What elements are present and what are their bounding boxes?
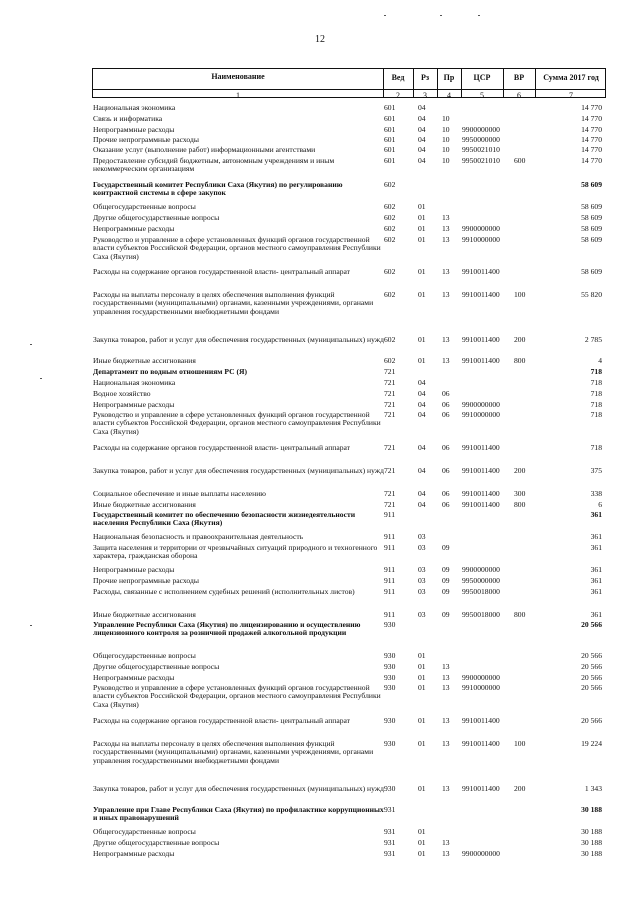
cell-pr: 13: [442, 335, 450, 344]
cell-rz: 03: [418, 543, 426, 552]
cell-ved: 601: [384, 114, 396, 123]
cell-csr: 9900000000: [462, 125, 500, 134]
cell-rz: 04: [418, 135, 426, 144]
cell-rz: 01: [418, 683, 426, 692]
cell-rz: 01: [418, 267, 426, 276]
cell-csr: 9910011400: [462, 290, 500, 299]
cell-rz: 01: [418, 356, 426, 365]
cell-pr: 13: [442, 290, 450, 299]
cell-vr: 200: [514, 784, 526, 793]
cell-name: Непрограммные расходы: [93, 125, 175, 134]
cell-sum: 361: [590, 510, 602, 519]
cell-rz: 04: [418, 125, 426, 134]
cell-name: Закупка товаров, работ и услуг для обеспечения государственных (муниципальных) нужд: [93, 784, 384, 793]
cell-name: Государственный комитет Республики Саха (Якутия) по регулированию контрактной системы в сфере закупок: [93, 180, 343, 198]
cell-sum: 30 188: [581, 827, 602, 836]
cell-rz: 01: [418, 849, 426, 858]
cell-csr: 9910011400: [462, 466, 500, 475]
cell-pr: 09: [442, 576, 450, 585]
cell-ved: 911: [384, 576, 396, 585]
cell-sum: 20 566: [581, 683, 602, 692]
cell-pr: 06: [442, 443, 450, 452]
cell-rz: 04: [418, 500, 426, 509]
cell-ved: 602: [384, 213, 396, 222]
cell-pr: 13: [442, 784, 450, 793]
cell-name: Общегосударственные вопросы: [93, 827, 196, 836]
cell-name: Непрограммные расходы: [93, 849, 175, 858]
cell-pr: 06: [442, 389, 450, 398]
cell-rz: 04: [418, 410, 426, 419]
cell-rz: 03: [418, 576, 426, 585]
cell-name: Непрограммные расходы: [93, 673, 175, 682]
cell-name: Предоставление субсидий бюджетным, автономным учреждениям и иным некоммерческим организациям: [93, 156, 335, 174]
cell-ved: 930: [384, 662, 396, 671]
cell-ved: 721: [384, 500, 396, 509]
cell-sum: 58 609: [581, 224, 602, 233]
cell-rz: 01: [418, 739, 426, 748]
cell-ved: 601: [384, 135, 396, 144]
cell-rz: 04: [418, 389, 426, 398]
cell-name: Иные бюджетные ассигнования: [93, 610, 196, 619]
cell-csr: 9910011400: [462, 716, 500, 725]
cell-sum: 20 566: [581, 716, 602, 725]
column-header-csr: ЦСР: [473, 73, 491, 82]
cell-name: Водное хозяйство: [93, 389, 151, 398]
cell-name: Национальная экономика: [93, 378, 176, 387]
cell-ved: 930: [384, 620, 396, 629]
cell-rz: 01: [418, 213, 426, 222]
cell-csr: 9900000000: [462, 849, 500, 858]
cell-name: Расходы на содержание органов государственной власти- центральный аппарат: [93, 716, 350, 725]
cell-csr: 9910011400: [462, 335, 500, 344]
cell-rz: 01: [418, 235, 426, 244]
cell-vr: 100: [514, 739, 526, 748]
cell-sum: 361: [590, 610, 602, 619]
cell-pr: 10: [442, 156, 450, 165]
cell-sum: 58 609: [581, 180, 602, 189]
cell-csr: 9910011400: [462, 739, 500, 748]
column-number: 6: [517, 91, 521, 100]
cell-pr: 06: [442, 489, 450, 498]
cell-csr: 9950000000: [462, 576, 500, 585]
cell-pr: 13: [442, 739, 450, 748]
cell-sum: 361: [590, 532, 602, 541]
cell-csr: 9910000000: [462, 410, 500, 419]
cell-sum: 58 609: [581, 267, 602, 276]
cell-csr: 9900000000: [462, 224, 500, 233]
cell-csr: 9910011400: [462, 489, 500, 498]
cell-vr: 200: [514, 335, 526, 344]
cell-pr: 13: [442, 235, 450, 244]
cell-sum: 375: [590, 466, 602, 475]
cell-name: Расходы, связанные с исполнением судебных решений (исполнительных листов): [93, 587, 355, 596]
cell-ved: 930: [384, 651, 396, 660]
cell-rz: 04: [418, 443, 426, 452]
cell-pr: 13: [442, 673, 450, 682]
cell-name: Расходы на содержание органов государственной власти- центральный аппарат: [93, 443, 350, 452]
cell-ved: 602: [384, 356, 396, 365]
cell-sum: 718: [590, 367, 602, 376]
cell-sum: 20 566: [581, 651, 602, 660]
cell-rz: 04: [418, 466, 426, 475]
cell-ved: 602: [384, 267, 396, 276]
cell-sum: 14 770: [581, 114, 602, 123]
cell-ved: 930: [384, 683, 396, 692]
cell-sum: 58 609: [581, 235, 602, 244]
cell-csr: 9950021010: [462, 156, 500, 165]
cell-rz: 01: [418, 838, 426, 847]
cell-name: Расходы на содержание органов государственной власти- центральный аппарат: [93, 267, 350, 276]
cell-name: Оказание услуг (выполнение работ) информационными агентствами: [93, 145, 316, 154]
cell-rz: 01: [418, 202, 426, 211]
cell-ved: 601: [384, 156, 396, 165]
cell-csr: 9950018000: [462, 587, 500, 596]
cell-ved: 931: [384, 827, 396, 836]
cell-rz: 03: [418, 587, 426, 596]
cell-ved: 601: [384, 103, 396, 112]
cell-name: Расходы на выплаты персоналу в целях обеспечения выполнения функций государственными (муниципальными) органами, казенными учреждениями, органами управления государственными внебюджетными фондами: [93, 739, 374, 765]
cell-sum: 55 820: [581, 290, 602, 299]
cell-rz: 04: [418, 114, 426, 123]
cell-sum: 338: [590, 489, 602, 498]
cell-vr: 300: [514, 489, 526, 498]
cell-pr: 06: [442, 500, 450, 509]
cell-csr: 9910011400: [462, 500, 500, 509]
cell-sum: 14 770: [581, 135, 602, 144]
cell-ved: 721: [384, 378, 396, 387]
cell-csr: 9910011400: [462, 784, 500, 793]
cell-rz: 01: [418, 784, 426, 793]
cell-sum: 6: [598, 500, 602, 509]
cell-vr: 100: [514, 290, 526, 299]
cell-ved: 911: [384, 543, 396, 552]
cell-name: Другие общегосударственные вопросы: [93, 838, 220, 847]
cell-sum: 361: [590, 543, 602, 552]
cell-sum: 30 188: [581, 849, 602, 858]
cell-name: Расходы на выплаты персоналу в целях обеспечения выполнения функций государственными (муниципальными) органами, казенными учреждениями, органами управления государственными внебюджетными фондами: [93, 290, 374, 316]
cell-name: Непрограммные расходы: [93, 565, 175, 574]
cell-ved: 721: [384, 367, 396, 376]
cell-vr: 200: [514, 466, 526, 475]
cell-name: Защита населения и территории от чрезвычайных ситуаций природного и техногенного характера, гражданская оборона: [93, 543, 378, 561]
cell-pr: 09: [442, 565, 450, 574]
cell-name: Другие общегосударственные вопросы: [93, 213, 220, 222]
cell-sum: 718: [590, 400, 602, 409]
cell-rz: 01: [418, 673, 426, 682]
cell-pr: 06: [442, 410, 450, 419]
cell-ved: 721: [384, 410, 396, 419]
cell-pr: 09: [442, 587, 450, 596]
cell-sum: 58 609: [581, 202, 602, 211]
cell-pr: 13: [442, 662, 450, 671]
cell-sum: 20 566: [581, 662, 602, 671]
cell-ved: 601: [384, 125, 396, 134]
cell-name: Иные бюджетные ассигнования: [93, 500, 196, 509]
cell-sum: 14 770: [581, 125, 602, 134]
column-number: 1: [236, 91, 240, 100]
column-number: 7: [569, 91, 573, 100]
cell-csr: 9900000000: [462, 400, 500, 409]
cell-sum: 361: [590, 565, 602, 574]
cell-rz: 01: [418, 290, 426, 299]
cell-sum: 2 785: [584, 335, 602, 344]
cell-ved: 930: [384, 716, 396, 725]
cell-ved: 911: [384, 610, 396, 619]
cell-name: Прочие непрограммные расходы: [93, 135, 199, 144]
cell-name: Управление при Главе Республики Саха (Якутия) по профилактике коррупционных и иных правонарушений: [93, 805, 384, 823]
cell-name: Непрограммные расходы: [93, 400, 175, 409]
cell-ved: 930: [384, 784, 396, 793]
cell-rz: 04: [418, 489, 426, 498]
cell-name: Управление Республики Саха (Якутия) по лицензированию и осуществлению лицензионного контроля за розничной продажей алкогольной продукции: [93, 620, 361, 638]
column-header-sum: Сумма 2017 год: [543, 73, 599, 82]
cell-csr: 9950021010: [462, 145, 500, 154]
cell-csr: 9910000000: [462, 683, 500, 692]
cell-name: Иные бюджетные ассигнования: [93, 356, 196, 365]
cell-ved: 602: [384, 180, 396, 189]
column-header-rz: Рз: [420, 73, 430, 82]
cell-rz: 01: [418, 335, 426, 344]
cell-name: Государственный комитет по обеспечению безопасности жизнедеятельности населения Республики Саха (Якутия): [93, 510, 356, 528]
cell-csr: 9950018000: [462, 610, 500, 619]
cell-rz: 04: [418, 400, 426, 409]
cell-ved: 602: [384, 290, 396, 299]
cell-ved: 930: [384, 739, 396, 748]
cell-sum: 361: [590, 576, 602, 585]
cell-pr: 13: [442, 683, 450, 692]
cell-rz: 04: [418, 378, 426, 387]
cell-rz: 01: [418, 224, 426, 233]
cell-vr: 600: [514, 156, 526, 165]
cell-name: Общегосударственные вопросы: [93, 651, 196, 660]
cell-ved: 602: [384, 235, 396, 244]
column-number: 4: [447, 91, 451, 100]
cell-name: Связь и информатика: [93, 114, 163, 123]
cell-pr: 13: [442, 213, 450, 222]
cell-pr: 13: [442, 838, 450, 847]
cell-rz: 01: [418, 716, 426, 725]
cell-pr: 13: [442, 716, 450, 725]
cell-vr: 800: [514, 610, 526, 619]
cell-pr: 09: [442, 610, 450, 619]
cell-sum: 30 188: [581, 805, 602, 814]
cell-pr: 06: [442, 466, 450, 475]
cell-sum: 19 224: [581, 739, 602, 748]
cell-rz: 03: [418, 610, 426, 619]
column-number: 3: [423, 91, 427, 100]
page-number: 12: [315, 34, 325, 45]
cell-rz: 01: [418, 662, 426, 671]
cell-rz: 04: [418, 145, 426, 154]
cell-ved: 931: [384, 805, 396, 814]
cell-ved: 911: [384, 510, 396, 519]
cell-csr: 9910011400: [462, 267, 500, 276]
cell-ved: 601: [384, 145, 396, 154]
cell-name: Социальное обеспечение и иные выплаты населению: [93, 489, 266, 498]
cell-name: Общегосударственные вопросы: [93, 202, 196, 211]
cell-pr: 13: [442, 356, 450, 365]
cell-sum: 718: [590, 389, 602, 398]
cell-name: Руководство и управление в сфере установленных функций органов государственной власти субъектов Российской Федерации, органов местного самоуправления Республики Саха (Якутия): [93, 683, 381, 709]
cell-name: Руководство и управление в сфере установленных функций органов государственной власти субъектов Российской Федерации, органов местного самоуправления Республики Саха (Якутия): [93, 235, 381, 261]
cell-pr: 10: [442, 125, 450, 134]
cell-ved: 602: [384, 335, 396, 344]
cell-rz: 04: [418, 103, 426, 112]
cell-pr: 10: [442, 135, 450, 144]
cell-ved: 602: [384, 224, 396, 233]
column-header-name: Наименование: [211, 72, 265, 81]
cell-sum: 718: [590, 410, 602, 419]
cell-pr: 06: [442, 400, 450, 409]
cell-sum: 20 566: [581, 673, 602, 682]
cell-ved: 911: [384, 587, 396, 596]
cell-name: Руководство и управление в сфере установленных функций органов государственной власти субъектов Российской Федерации, органов местного самоуправления Республики Саха (Якутия): [93, 410, 381, 436]
cell-vr: 800: [514, 500, 526, 509]
cell-rz: 01: [418, 827, 426, 836]
cell-name: Непрограммные расходы: [93, 224, 175, 233]
cell-name: Другие общегосударственные вопросы: [93, 662, 220, 671]
cell-ved: 721: [384, 489, 396, 498]
cell-pr: 10: [442, 114, 450, 123]
cell-ved: 721: [384, 389, 396, 398]
cell-csr: 9910011400: [462, 443, 500, 452]
cell-csr: 9900000000: [462, 673, 500, 682]
cell-sum: 14 770: [581, 145, 602, 154]
cell-ved: 931: [384, 838, 396, 847]
cell-sum: 58 609: [581, 213, 602, 222]
cell-ved: 931: [384, 849, 396, 858]
cell-ved: 721: [384, 400, 396, 409]
cell-rz: 04: [418, 156, 426, 165]
cell-ved: 721: [384, 443, 396, 452]
column-number: 5: [480, 91, 484, 100]
cell-ved: 721: [384, 466, 396, 475]
column-number: 2: [396, 91, 400, 100]
cell-ved: 602: [384, 202, 396, 211]
cell-vr: 800: [514, 356, 526, 365]
cell-name: Прочие непрограммные расходы: [93, 576, 199, 585]
column-header-pr: Пр: [443, 73, 455, 82]
cell-csr: 9900000000: [462, 565, 500, 574]
cell-pr: 13: [442, 267, 450, 276]
cell-pr: 13: [442, 849, 450, 858]
cell-name: Национальная экономика: [93, 103, 176, 112]
cell-csr: 9910011400: [462, 356, 500, 365]
cell-pr: 09: [442, 543, 450, 552]
cell-pr: 10: [442, 145, 450, 154]
cell-name: Закупка товаров, работ и услуг для обеспечения государственных (муниципальных) нужд: [93, 335, 384, 344]
cell-rz: 01: [418, 651, 426, 660]
cell-rz: 03: [418, 532, 426, 541]
cell-name: Национальная безопасность и правоохранительная деятельность: [93, 532, 304, 541]
cell-sum: 1 343: [584, 784, 602, 793]
cell-sum: 14 770: [581, 103, 602, 112]
cell-name: Закупка товаров, работ и услуг для обеспечения государственных (муниципальных) нужд: [93, 466, 384, 475]
cell-sum: 718: [590, 378, 602, 387]
cell-name: Департамент по водным отношениям РС (Я): [93, 367, 248, 376]
cell-sum: 20 566: [581, 620, 602, 629]
cell-csr: 9950000000: [462, 135, 500, 144]
cell-csr: 9910000000: [462, 235, 500, 244]
cell-sum: 361: [590, 587, 602, 596]
cell-ved: 911: [384, 565, 396, 574]
cell-pr: 13: [442, 224, 450, 233]
cell-sum: 14 770: [581, 156, 602, 165]
cell-ved: 911: [384, 532, 396, 541]
cell-sum: 718: [590, 443, 602, 452]
column-header-ved: Вед: [391, 73, 405, 82]
cell-sum: 30 188: [581, 838, 602, 847]
column-header-vr: ВР: [513, 73, 525, 82]
cell-sum: 4: [598, 356, 602, 365]
cell-rz: 03: [418, 565, 426, 574]
cell-ved: 930: [384, 673, 396, 682]
